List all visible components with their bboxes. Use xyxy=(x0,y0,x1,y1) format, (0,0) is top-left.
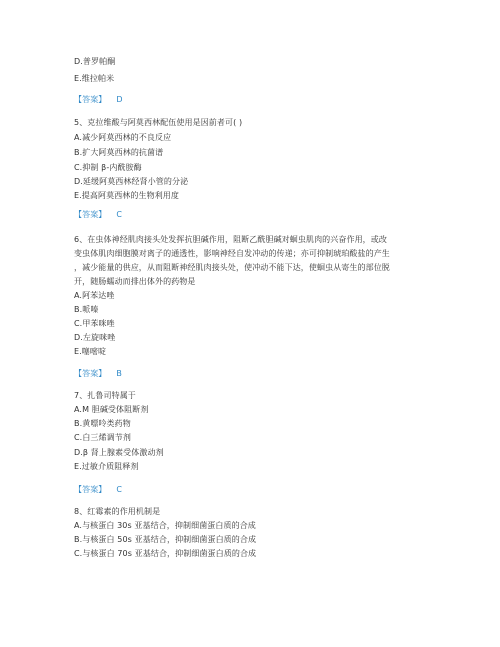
q7-stem: 7、扎鲁司特属于 xyxy=(74,391,136,400)
q8-stem: 8、红霉素的作用机制是 xyxy=(74,507,161,516)
q7-option-b: B.黄嘌呤类药物 xyxy=(74,419,131,428)
q4-option-d: D.普罗帕酮 xyxy=(74,57,116,66)
answer-label: 【答案】 xyxy=(74,369,107,378)
answer-value: C xyxy=(116,210,123,219)
answer-label: 【答案】 xyxy=(74,210,107,219)
answer-label: 【答案】 xyxy=(74,485,107,494)
q6-option-e: E.噻嘧啶 xyxy=(74,347,107,356)
q6-option-d: D.左旋咪唑 xyxy=(74,333,116,342)
answer-value: D xyxy=(116,95,123,104)
q8-option-a: A.与核蛋白 30s 亚基结合，抑制细菌蛋白质的合成 xyxy=(74,521,256,530)
answer-label: 【答案】 xyxy=(74,95,107,104)
q7-option-e: E.过敏介质阻释剂 xyxy=(74,462,139,471)
q4-answer xyxy=(74,95,123,105)
q8-option-b: B.与核蛋白 50s 亚基结合，抑制细菌蛋白质的合成 xyxy=(74,535,257,544)
q5-option-c: C.抑制 β-内酰胺酶 xyxy=(74,163,142,172)
q6-option-a: A.阿苯达唑 xyxy=(74,291,115,300)
q6-stem-line-4: 开，随肠蠕动而排出体外的药物是 xyxy=(74,277,196,286)
q8-option-c: C.与核蛋白 70s 亚基结合，抑制细菌蛋白质的合成 xyxy=(74,549,257,558)
q5-option-e: E.提高阿莫西林的生物利用度 xyxy=(74,191,179,200)
q4-option-e: E.维拉帕米 xyxy=(74,74,115,83)
q6-stem-line-3: ，减少能量的供应，从而阻断神经肌肉接头处，使冲动不能下达，使蛔虫从寄生的部位脱 xyxy=(74,263,390,272)
q6-answer xyxy=(74,369,122,379)
answer-value: B xyxy=(116,369,122,378)
q6-option-c: C.甲苯咪唑 xyxy=(74,319,115,328)
q6-stem-line-1: 6、在虫体神经肌肉接头处发挥抗胆碱作用，阻断乙酰胆碱对蛔虫肌肉的兴奋作用，或改 xyxy=(74,235,387,244)
q6-option-b: B.哌嗪 xyxy=(74,305,99,314)
q6-stem-line-2: 变虫体肌肉细胞膜对离子的通透性，影响神经自发冲动的传递；亦可抑制琥珀酸盐的产生 xyxy=(74,249,390,258)
q5-option-b: B.扩大阿莫西林的抗菌谱 xyxy=(74,148,164,157)
answer-value: C xyxy=(116,485,123,494)
q7-option-c: C.白三烯调节剂 xyxy=(74,433,131,442)
q5-stem: 5、克拉维酸与阿莫西林配伍使用是因前者可( ) xyxy=(74,118,243,127)
q5-option-d: D.延缓阿莫西林经肾小管的分泌 xyxy=(74,177,189,186)
q7-option-d: D.β 肾上腺素受体激动剂 xyxy=(74,448,164,457)
q5-answer xyxy=(74,210,122,220)
q7-answer xyxy=(74,485,122,495)
q5-option-a: A.减少阿莫西林的不良反应 xyxy=(74,133,172,142)
q7-option-a: A.M 胆碱受体阻断剂 xyxy=(74,405,149,414)
